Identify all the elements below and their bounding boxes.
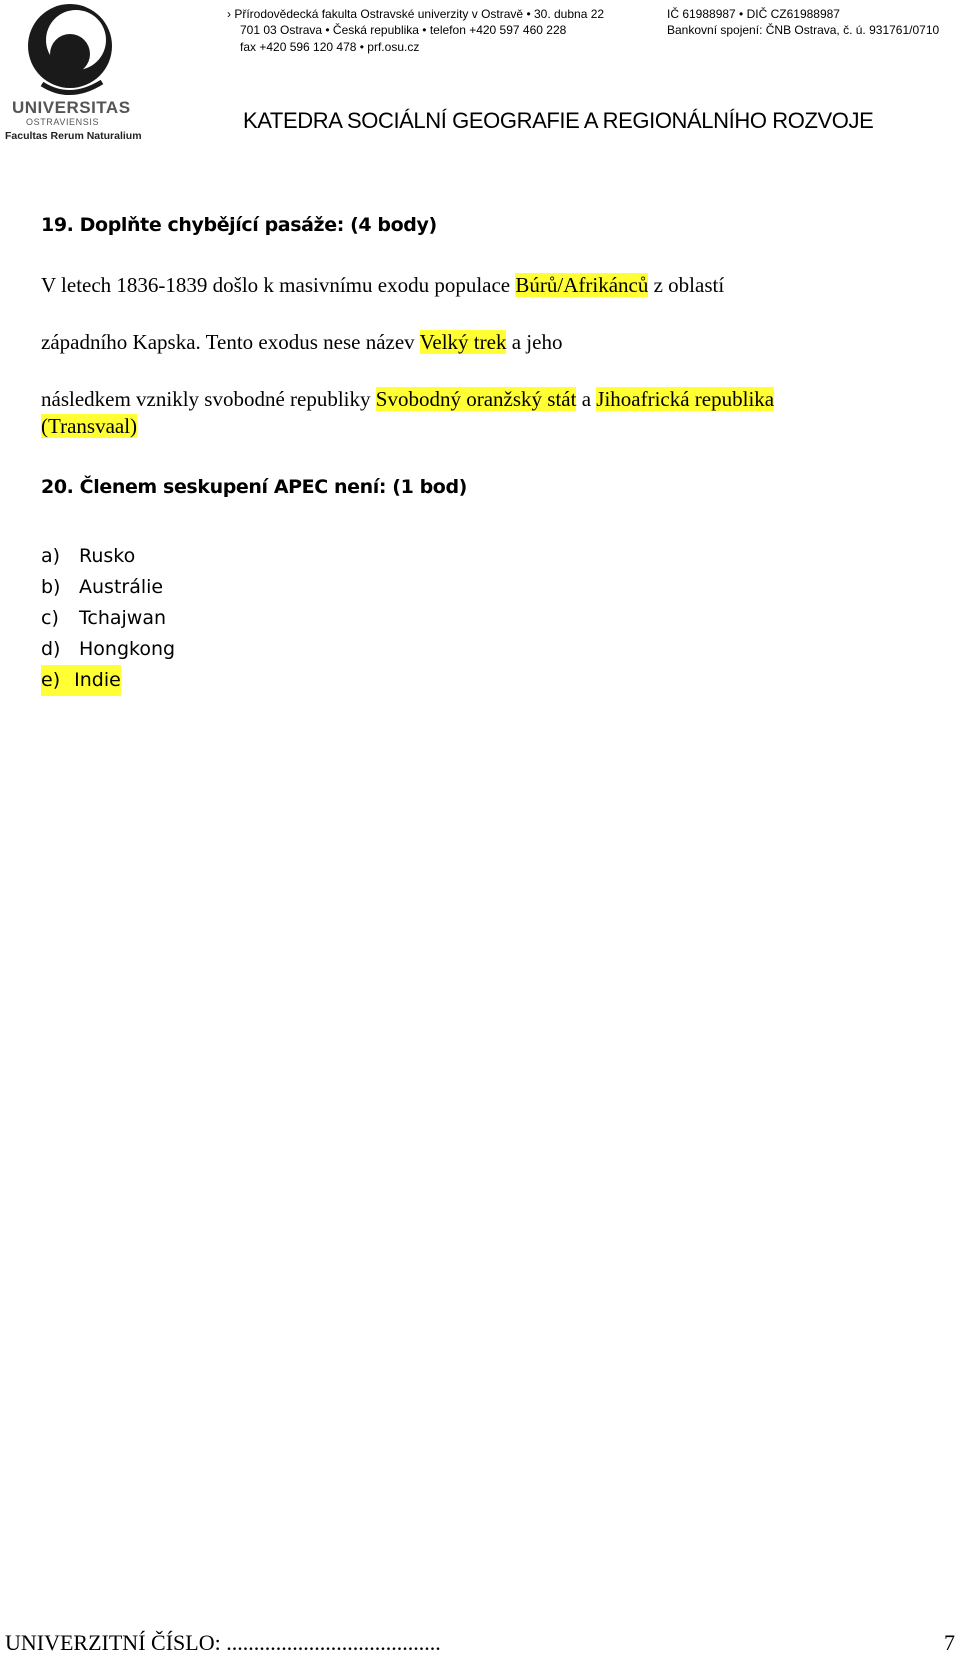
logo-text-faculty: Facultas Rerum Naturalium xyxy=(5,130,142,142)
option-b xyxy=(41,572,175,603)
ids-line-2: Bankovní spojení: ČNB Ostrava, č. ú. 931761/0710 xyxy=(667,23,940,37)
q19-text: a xyxy=(576,387,597,411)
q19-answer-1: Búrů/Afrikánců xyxy=(515,273,649,297)
question-19-line-1 xyxy=(41,273,724,298)
option-d xyxy=(41,634,175,665)
logo-text-universitas: UNIVERSITAS xyxy=(12,98,131,117)
option-a xyxy=(41,541,175,572)
question-19-line-3 xyxy=(41,387,774,412)
q19-text: z oblastí xyxy=(648,273,725,297)
option-c xyxy=(41,603,175,634)
address-line-1: › Přírodovědecká fakulta Ostravské univerzity v Ostravě • 30. dubna 22 xyxy=(227,7,605,21)
university-logo xyxy=(0,0,140,145)
q19-text: následkem vznikly svobodné republiky xyxy=(41,387,376,411)
page-number: 7 xyxy=(944,1630,955,1655)
q19-text: a jeho xyxy=(506,330,563,354)
option-letter: b) xyxy=(41,576,61,598)
q19-text: západního Kapska. Tento exodus nese název xyxy=(41,330,420,354)
address-line-3: fax +420 596 120 478 • prf.osu.cz xyxy=(240,40,420,54)
question-19-line-2 xyxy=(41,330,562,355)
option-letter: e) xyxy=(41,665,74,696)
department-title: KATEDRA SOCIÁLNÍ GEOGRAFIE A REGIONÁLNÍHO ROZVOJE xyxy=(243,108,874,133)
option-letter: d) xyxy=(41,638,61,660)
q19-answer-2: Velký trek xyxy=(419,330,507,354)
ids-line-1: IČ 61988987 • DIČ CZ61988987 xyxy=(667,7,840,21)
logo-text-ostraviensis: OSTRAVIENSIS xyxy=(26,117,100,127)
option-text: Austrálie xyxy=(79,576,164,598)
question-20-title: 20. Členem seskupení APEC není: (1 bod) xyxy=(41,476,467,498)
option-letter: c) xyxy=(41,607,59,629)
footer xyxy=(5,1630,955,1656)
question-19-title: 19. Doplňte chybějící pasáže: (4 body) xyxy=(41,214,437,236)
address-line-2: 701 03 Ostrava • Česká republika • telefon +420 597 460 228 xyxy=(240,23,567,37)
question-20-options xyxy=(41,541,175,696)
option-text: Rusko xyxy=(79,545,136,567)
q19-answer-3: Svobodný oranžský stát xyxy=(375,387,577,411)
option-text: Hongkong xyxy=(79,638,176,660)
logo-emblem-icon xyxy=(22,2,118,98)
q19-answer-4-continued: (Transvaal) xyxy=(41,414,138,438)
question-19-line-4 xyxy=(41,414,137,439)
q19-text: V letech 1836-1839 došlo k masivnímu exodu populace xyxy=(41,273,516,297)
option-text: Tchajwan xyxy=(79,607,167,629)
option-e-correct-answer xyxy=(41,665,175,696)
option-letter: a) xyxy=(41,545,61,567)
option-text: Indie xyxy=(74,665,121,696)
q19-answer-4: Jihoafrická republika xyxy=(596,387,775,411)
university-number-label: UNIVERZITNÍ ČÍSLO: ....................................... xyxy=(5,1630,441,1655)
